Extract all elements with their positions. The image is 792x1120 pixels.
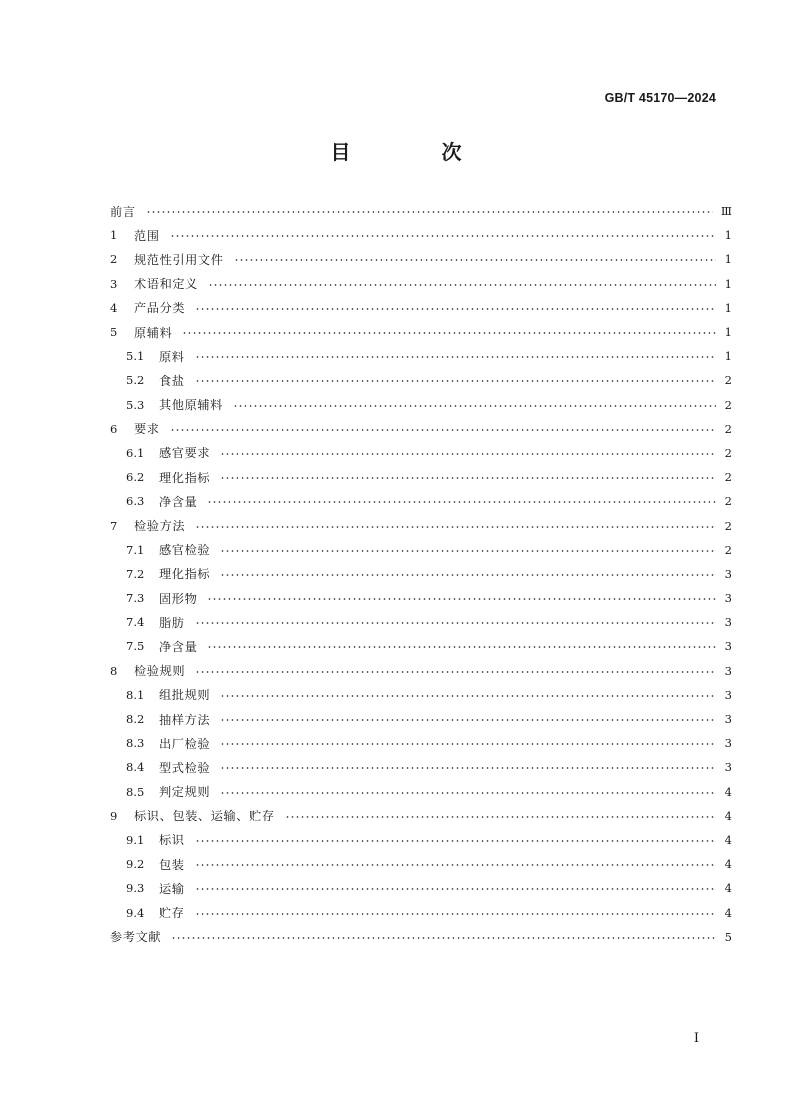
dot-leader [234, 259, 716, 261]
toc-entry-label: 理化指标 [159, 470, 211, 485]
toc-entry-page: 1 [724, 252, 732, 267]
toc-entry[interactable] [110, 586, 732, 610]
toc-entry-page: 4 [724, 832, 732, 847]
dot-leader [220, 574, 716, 576]
toc-entry[interactable] [110, 538, 732, 562]
toc-entry[interactable] [110, 247, 732, 271]
dot-leader [195, 888, 716, 890]
dot-leader [195, 622, 716, 624]
dot-leader [207, 501, 716, 503]
dot-leader [195, 308, 716, 310]
dot-leader [170, 235, 716, 237]
toc-entry-page: 1 [724, 300, 732, 315]
toc-entry[interactable] [110, 780, 732, 804]
toc-entry-number: 9 [110, 808, 118, 823]
toc-entry[interactable] [110, 223, 732, 247]
toc-entry[interactable] [110, 393, 732, 417]
dot-leader [233, 405, 716, 407]
toc-entry-number: 8.3 [126, 736, 145, 751]
toc-entry-number: 8.1 [126, 687, 145, 702]
toc-entry-label: 净含量 [159, 639, 198, 654]
toc-entry-number: 7.5 [126, 639, 145, 654]
toc-entry-label: 理化指标 [159, 567, 211, 582]
toc-entry-label: 运输 [159, 881, 185, 896]
toc-entry[interactable] [110, 683, 732, 707]
toc-entry[interactable] [110, 707, 732, 731]
toc-entry[interactable] [110, 296, 732, 320]
toc-entry-label: 术语和定义 [134, 277, 198, 292]
toc-entry[interactable] [110, 852, 732, 876]
toc-entry-label: 原料 [159, 349, 185, 364]
toc-entry-label: 其他原辅料 [159, 398, 223, 413]
toc-entry[interactable] [110, 272, 732, 296]
toc-entry-page: 1 [724, 228, 732, 243]
toc-entry-page: 3 [724, 639, 732, 654]
toc-entry-page: 2 [724, 373, 732, 388]
toc-entry-number: 4 [110, 300, 118, 315]
toc-entry-label: 型式检验 [159, 760, 211, 775]
toc-entry-label: 组批规则 [159, 688, 211, 703]
dot-leader [195, 671, 716, 673]
toc-entry[interactable] [110, 513, 732, 537]
toc-entry-label: 贮存 [159, 906, 185, 921]
dot-leader [195, 356, 716, 358]
toc-entry-label: 脂肪 [159, 615, 185, 630]
toc-entry-label: 检验方法 [134, 519, 186, 534]
toc-entry[interactable] [110, 804, 732, 828]
toc-entry-number: 6 [110, 421, 118, 436]
toc-entry-label: 感官检验 [159, 543, 211, 558]
toc-entry-page: 4 [724, 881, 732, 896]
toc-entry-number: 7.4 [126, 615, 145, 630]
dot-leader [195, 526, 716, 528]
toc-entry-label: 标识、包装、运输、贮存 [134, 809, 275, 824]
toc-entry[interactable] [110, 731, 732, 755]
toc-entry[interactable] [110, 876, 732, 900]
table-of-contents [110, 199, 732, 949]
toc-entry-number: 9.4 [126, 905, 145, 920]
dot-leader [170, 429, 716, 431]
dot-leader [195, 380, 716, 382]
toc-entry-page: 3 [724, 615, 732, 630]
toc-entry-number: 7.1 [126, 542, 145, 557]
dot-leader [220, 453, 716, 455]
toc-entry-page: 2 [724, 421, 732, 436]
toc-entry-label: 判定规则 [159, 785, 211, 800]
toc-entry-label: 固形物 [159, 591, 198, 606]
toc-entry-page: 4 [724, 808, 732, 823]
toc-entry-label: 检验规则 [134, 664, 186, 679]
toc-entry-label: 出厂检验 [159, 736, 211, 751]
dot-leader [146, 211, 713, 213]
toc-entry-number: 6.1 [126, 445, 145, 460]
dot-leader [208, 284, 716, 286]
toc-entry-number: 1 [110, 228, 118, 243]
toc-entry[interactable] [110, 368, 732, 392]
toc-entry-page: 3 [724, 591, 732, 606]
toc-entry-page: 3 [724, 566, 732, 581]
toc-entry-number: 2 [110, 252, 118, 267]
toc-entry-number: 5.3 [126, 397, 145, 412]
toc-entry-page: 4 [724, 905, 732, 920]
toc-entry-page: 2 [724, 494, 732, 509]
standard-code: GB/T 45170—2024 [604, 91, 716, 105]
dot-leader [182, 332, 716, 334]
toc-entry-page: 1 [724, 325, 732, 340]
toc-entry-number: 5.1 [126, 349, 145, 364]
toc-entry[interactable] [110, 900, 732, 924]
toc-entry-number: 5 [110, 325, 118, 340]
toc-entry-number: 9.3 [126, 881, 145, 896]
toc-entry-page: 2 [724, 470, 732, 485]
toc-entry[interactable] [110, 417, 732, 441]
toc-entry-number: 8.2 [126, 712, 145, 727]
toc-entry-label: 净含量 [159, 494, 198, 509]
toc-entry-page: 3 [724, 760, 732, 775]
toc-entry-page: Ⅲ [720, 204, 732, 219]
toc-title: 目 次 [330, 140, 504, 164]
dot-leader [220, 550, 716, 552]
toc-entry-page: 2 [724, 518, 732, 533]
page-number: I [693, 1031, 699, 1046]
toc-entry-label: 参考文献 [110, 930, 162, 945]
toc-entry-label: 产品分类 [134, 301, 186, 316]
toc-entry[interactable] [110, 199, 732, 223]
toc-entry-page: 2 [724, 397, 732, 412]
toc-entry-number: 9.1 [126, 832, 145, 847]
dot-leader [220, 477, 716, 479]
toc-entry-page: 1 [724, 276, 732, 291]
toc-entry-label: 抽样方法 [159, 712, 211, 727]
toc-entry[interactable] [110, 610, 732, 634]
dot-leader [220, 792, 716, 794]
toc-entry[interactable] [110, 465, 732, 489]
dot-leader [220, 719, 716, 721]
toc-entry-number: 5.2 [126, 373, 145, 388]
dot-leader [195, 840, 716, 842]
toc-entry-number: 8 [110, 663, 118, 678]
dot-leader [220, 743, 716, 745]
toc-entry[interactable] [110, 828, 732, 852]
toc-entry[interactable] [110, 925, 732, 949]
toc-entry-page: 3 [724, 687, 732, 702]
toc-entry-label: 原辅料 [134, 325, 173, 340]
toc-entry-label: 规范性引用文件 [134, 252, 224, 267]
toc-entry[interactable] [110, 344, 732, 368]
dot-leader [195, 864, 716, 866]
toc-entry[interactable] [110, 441, 732, 465]
toc-entry-page: 5 [724, 929, 732, 944]
toc-entry-number: 6.3 [126, 494, 145, 509]
toc-entry-number: 7 [110, 518, 118, 533]
toc-entry-number: 7.3 [126, 591, 145, 606]
toc-entry-label: 范围 [134, 228, 160, 243]
toc-entry-number: 3 [110, 276, 118, 291]
toc-entry-number: 7.2 [126, 566, 145, 581]
toc-entry[interactable] [110, 634, 732, 658]
dot-leader [220, 695, 716, 697]
toc-entry-page: 1 [724, 349, 732, 364]
toc-entry-number: 8.4 [126, 760, 145, 775]
toc-entry-label: 包装 [159, 857, 185, 872]
dot-leader [171, 937, 716, 939]
toc-entry-page: 2 [724, 542, 732, 557]
dot-leader [207, 598, 716, 600]
toc-entry-label: 感官要求 [159, 446, 211, 461]
toc-entry-page: 3 [724, 712, 732, 727]
toc-entry-label: 食盐 [159, 373, 185, 388]
toc-entry-number: 8.5 [126, 784, 145, 799]
dot-leader [207, 646, 716, 648]
toc-entry[interactable] [110, 489, 732, 513]
toc-entry[interactable] [110, 562, 732, 586]
toc-entry-label: 要求 [134, 422, 160, 437]
toc-entry-page: 4 [724, 857, 732, 872]
toc-entry[interactable] [110, 320, 732, 344]
toc-entry-page: 4 [724, 784, 732, 799]
toc-entry-label: 前言 [110, 204, 136, 219]
toc-entry-page: 2 [724, 445, 732, 460]
toc-entry-label: 标识 [159, 833, 185, 848]
toc-entry-page: 3 [724, 736, 732, 751]
toc-entry-number: 6.2 [126, 470, 145, 485]
toc-entry-page: 3 [724, 663, 732, 678]
dot-leader [195, 913, 716, 915]
toc-entry[interactable] [110, 659, 732, 683]
dot-leader [285, 816, 716, 818]
toc-entry[interactable] [110, 755, 732, 779]
dot-leader [220, 767, 716, 769]
toc-entry-number: 9.2 [126, 857, 145, 872]
